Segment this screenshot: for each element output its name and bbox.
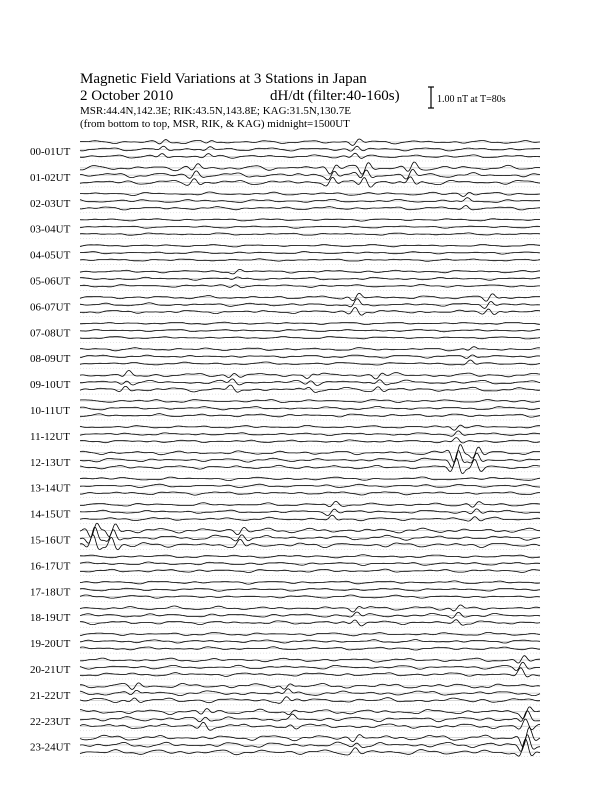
row-05-06UT [30,269,540,290]
row-16-17UT [30,555,540,576]
trace-line [80,169,540,180]
trace-line [80,385,540,392]
trace-line [80,425,540,430]
row-label: 11-12UT [30,430,70,443]
row-label: 23-24UT [30,741,71,754]
chart-date: 2 October 2010 [80,88,174,104]
scale-bar-label: 1.00 nT at T=80s [437,94,506,105]
trace-line [80,515,540,521]
trace-line [80,535,540,550]
row-label: 09-10UT [30,379,71,392]
trace-line [80,739,540,756]
row-label: 08-09UT [30,353,71,366]
row-label: 05-06UT [30,275,71,288]
trace-line [80,668,540,677]
trace-line [80,620,540,626]
station-order-note: (from bottom to top, MSR, RIK, & KAG) midnight=1500UT [80,118,350,130]
trace-line [80,501,540,507]
trace-line [80,198,540,203]
trace-line [80,656,540,663]
trace-line [80,683,540,690]
station-coordinates: MSR:44.4N,142.3E; RIK:43.5N,143.8E; KAG:31.5N,130.7E [80,105,352,117]
row-label: 15-16UT [30,534,71,547]
row-12-13UT [30,445,540,474]
row-label: 17-18UT [30,586,71,599]
row-04-05UT [30,244,540,264]
row-14-15UT [30,501,540,523]
trace-line [80,146,540,151]
trace-line [80,371,540,380]
trace-line [80,269,540,274]
trace-line [80,595,540,598]
row-label: 06-07UT [30,301,71,314]
row-01-02UT [30,162,540,187]
trace-line [80,153,540,158]
scale-bar [428,87,434,108]
row-11-12UT [30,425,540,446]
row-17-18UT [30,581,540,601]
trace-line [80,219,540,221]
row-19-20UT [30,632,540,653]
row-label: 07-08UT [30,327,71,340]
trace-line [80,177,540,187]
row-label: 02-03UT [30,197,71,210]
row-10-11UT [30,400,540,420]
trace-line [80,206,540,210]
chart-quantity: dH/dt (filter:40-160s) [270,88,400,104]
trace-line [80,719,540,730]
trace-line [80,555,540,558]
row-label: 18-19UT [30,612,71,625]
row-label: 00-01UT [30,146,71,158]
trace-line [80,360,540,365]
row-00-01UT [30,139,540,161]
row-label: 19-20UT [30,638,71,651]
trace-line [80,588,540,591]
row-08-09UT [30,347,540,369]
trace-line [80,523,540,537]
trace-line [80,509,540,516]
row-13-14UT [30,477,540,498]
trace-line [80,226,540,228]
row-label: 20-21UT [30,664,71,676]
trace-line [80,307,540,315]
row-15-16UT [30,523,540,550]
row-07-08UT [30,322,540,342]
trace-rows [30,139,540,757]
trace-line [80,285,540,288]
trace-line [80,612,540,618]
row-label: 21-22UT [30,689,71,702]
trace-line [80,707,540,719]
row-label: 14-15UT [30,508,71,521]
row-label: 03-04UT [30,223,71,236]
row-06-07UT [30,293,540,316]
row-label: 16-17UT [30,560,71,573]
row-label: 13-14UT [30,482,71,495]
row-09-10UT [30,371,540,395]
row-22-23UT [30,707,540,731]
trace-line [80,697,540,704]
trace-line [80,605,540,612]
trace-line [80,662,540,670]
row-label: 01-02UT [30,171,71,184]
trace-line [80,484,540,487]
trace-line [80,192,540,197]
trace-line [80,689,540,696]
trace-line [80,492,540,495]
row-20-21UT [30,656,540,679]
trace-line [80,431,540,436]
row-label: 04-05UT [30,249,71,262]
chart-title: Magnetic Field Variations at 3 Stations in Japan [80,71,367,87]
row-21-22UT [30,683,540,705]
trace-line [80,162,540,174]
trace-line [80,347,540,351]
trace-line [80,438,540,443]
row-03-04UT [30,219,540,239]
trace-line [80,355,540,358]
row-label: 10-11UT [30,405,70,417]
row-18-19UT [30,605,540,627]
row-02-03UT [30,192,540,213]
row-23-24UT [30,728,540,757]
row-label: 12-13UT [30,456,71,469]
row-label: 22-23UT [30,715,71,728]
trace-line [80,299,540,309]
trace-line [80,728,540,747]
